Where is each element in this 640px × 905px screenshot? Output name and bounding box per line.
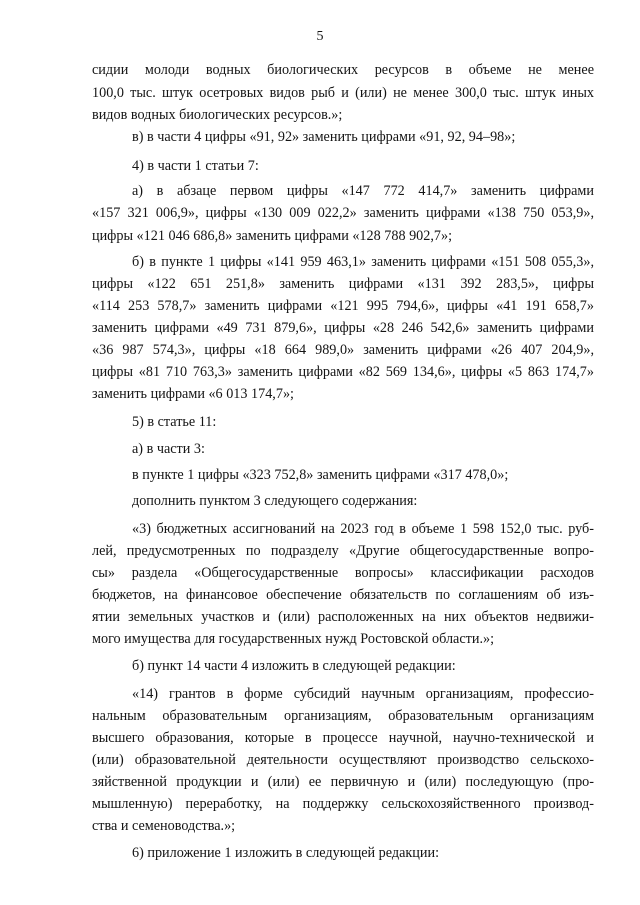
text-line: мышленную) переработку, на поддержку сельскохозяйственного производ- <box>92 796 594 812</box>
text-line: зяйственной продукции и (или) ее первичную и (или) последующую (про- <box>92 774 594 790</box>
text-line: цифры «122 651 251,8» заменить цифрами «131 392 283,5», цифры <box>92 276 594 292</box>
text-line: «157 321 006,9», цифры «130 009 022,2» заменить цифрами «138 750 053,9», <box>92 205 594 221</box>
text-line: видов водных биологических ресурсов.»; <box>92 107 343 123</box>
text-line: б) в пункте 1 цифры «141 959 463,1» заменить цифрами «151 508 055,3», <box>132 254 594 270</box>
text-line: ства и семеноводства.»; <box>92 818 236 834</box>
text-line: а) в абзаце первом цифры «147 772 414,7» заменить цифрами <box>132 183 594 199</box>
text-line: 4) в части 1 статьи 7: <box>132 158 259 174</box>
text-line: заменить цифрами «6 013 174,7»; <box>92 386 294 402</box>
text-line: нальным образовательным организациям, образовательным организациям <box>92 708 594 724</box>
text-line: «3) бюджетных ассигнований на 2023 год в объеме 1 598 152,0 тыс. руб- <box>132 521 594 537</box>
text-line: а) в части 3: <box>132 441 205 457</box>
text-line: 5) в статье 11: <box>132 414 217 430</box>
text-line: (или) образовательной деятельности осуществляют производство сельскохо- <box>92 752 594 768</box>
text-line: 6) приложение 1 изложить в следующей редакции: <box>132 845 440 861</box>
text-line: бюджетов, на финансовое обеспечение обязательств по соглашениям об изъ- <box>92 587 594 603</box>
text-line: 100,0 тыс. штук осетровых видов рыб и (или) не менее 300,0 тыс. штук иных <box>92 85 594 101</box>
text-line: сы» раздела «Общегосударственные вопросы» классификации расходов <box>92 565 594 581</box>
page-number: 5 <box>316 29 324 44</box>
text-line: цифры «81 710 763,3» заменить цифрами «82 569 134,6», цифры «5 863 174,7» <box>92 364 594 380</box>
text-line: б) пункт 14 части 4 изложить в следующей редакции: <box>132 658 456 674</box>
text-line: цифры «121 046 686,8» заменить цифрами «128 788 902,7»; <box>92 228 453 244</box>
text-line: «14) грантов в форме субсидий научным организациям, профессио- <box>132 686 594 702</box>
text-line: «36 987 574,3», цифры «18 664 989,0» заменить цифрами «26 407 204,9», <box>92 342 594 358</box>
text-line: в) в части 4 цифры «91, 92» заменить цифрами «91, 92, 94–98»; <box>132 129 516 145</box>
text-line: ятии земельных участков и (или) расположенных на них объектов недвижи- <box>92 609 594 625</box>
text-line: мого имущества для государственных нужд Ростовской области.»; <box>92 631 495 647</box>
text-line: сидии молоди водных биологических ресурсов в объеме не менее <box>92 62 594 78</box>
text-line: высшего образования, которые в процессе научной, научно-технической и <box>92 730 594 746</box>
text-line: «114 253 578,7» заменить цифрами «121 995 794,6», цифры «41 191 658,7» <box>92 298 594 314</box>
text-line: лей, предусмотренных по подразделу «Другие общегосударственные вопро- <box>92 543 594 559</box>
text-line: дополнить пунктом 3 следующего содержания: <box>132 493 418 509</box>
text-line: в пункте 1 цифры «323 752,8» заменить цифрами «317 478,0»; <box>132 467 509 483</box>
text-line: заменить цифрами «49 731 879,6», цифры «28 246 542,6» заменить цифрами <box>92 320 594 336</box>
